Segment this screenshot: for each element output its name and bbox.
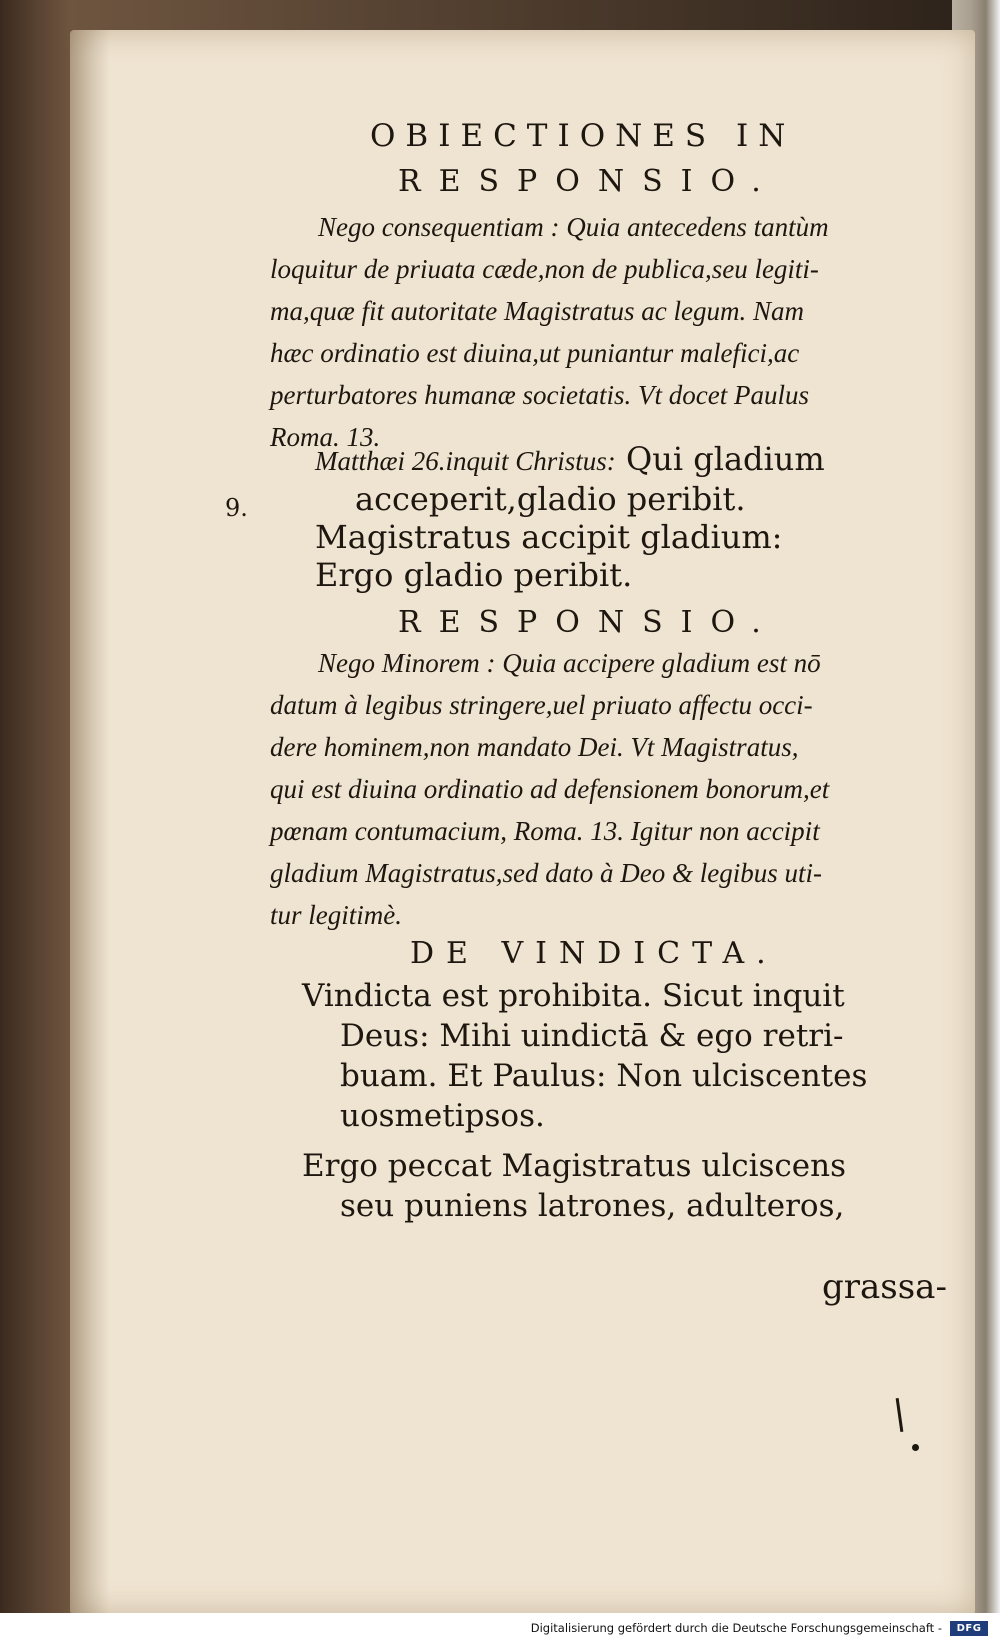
- section-heading: RESPONSIO.: [398, 164, 779, 199]
- funding-credit: Digitalisierung gefördert durch die Deutsche Forschungsgemeinschaft -: [530, 1621, 942, 1635]
- text-line: seu puniens latrones, adulteros,: [340, 1188, 845, 1224]
- text-line: Ergo peccat Magistratus ulciscens: [302, 1148, 846, 1184]
- section-text: [270, 206, 890, 458]
- text-line: loquitur de priuata cæde,non de publica,seu legiti-: [270, 254, 819, 284]
- objection-text: [315, 440, 915, 594]
- footer-band: [0, 1613, 1000, 1641]
- text-line: gladium Magistratus,sed dato à Deo & legibus uti-: [270, 858, 822, 888]
- objection-quote: Qui gladium: [625, 440, 825, 478]
- text-line: tur legitimè.: [270, 900, 402, 930]
- dfg-logo-icon: DFG: [950, 1621, 988, 1636]
- section-heading: RESPONSIO.: [398, 605, 779, 640]
- spine-shadow: [70, 30, 110, 1615]
- text-line: Roma. 13.: [270, 422, 381, 452]
- text-line: perturbatores humanæ societatis. Vt docet Paulus: [270, 380, 809, 410]
- text-line: datum à legibus stringere,uel priuato affectu occi-: [270, 690, 813, 720]
- text-line: Magistratus accipit gladium:: [315, 518, 783, 556]
- text-line: Vindicta est prohibita. Sicut inquit: [302, 978, 845, 1014]
- section-heading: DE VINDICTA.: [410, 936, 778, 971]
- text-line: pœnam contumacium, Roma. 13. Igitur non accipit: [270, 816, 820, 846]
- section-text: [302, 976, 922, 1226]
- text-line: acceperit,gladio peribit.: [355, 480, 746, 518]
- text-line: dere hominem,non mandato Dei. Vt Magistratus,: [270, 732, 799, 762]
- ink-dot: [912, 1444, 919, 1451]
- text-line: Ergo gladio peribit.: [315, 556, 633, 594]
- text-line: qui est diuina ordinatio ad defensionem bonorum,et: [270, 774, 830, 804]
- running-head: OBIECTIONES IN: [370, 118, 796, 154]
- objection-intro: Matthæi 26.inquit Christus:: [315, 446, 616, 476]
- text-line: buam. Et Paulus: Non ulciscentes: [340, 1058, 868, 1094]
- book-page: [70, 30, 975, 1615]
- section-text: [270, 642, 890, 936]
- margin-number: 9.: [225, 494, 248, 522]
- text-line: Deus: Mihi uindictā & ego retri-: [340, 1018, 844, 1054]
- text-line: hæc ordinatio est diuina,ut puniantur malefici,ac: [270, 338, 800, 368]
- text-line: Nego Minorem : Quia accipere gladium est nō: [318, 648, 821, 678]
- text-line: Nego consequentiam : Quia antecedens tantùm: [318, 212, 829, 242]
- text-line: [315, 440, 915, 480]
- text-line: uosmetipsos.: [340, 1098, 545, 1134]
- text-line: ma,quæ fit autoritate Magistratus ac legum. Nam: [270, 296, 805, 326]
- ink-mark: [896, 1398, 904, 1432]
- catchword: grassa-: [822, 1267, 947, 1307]
